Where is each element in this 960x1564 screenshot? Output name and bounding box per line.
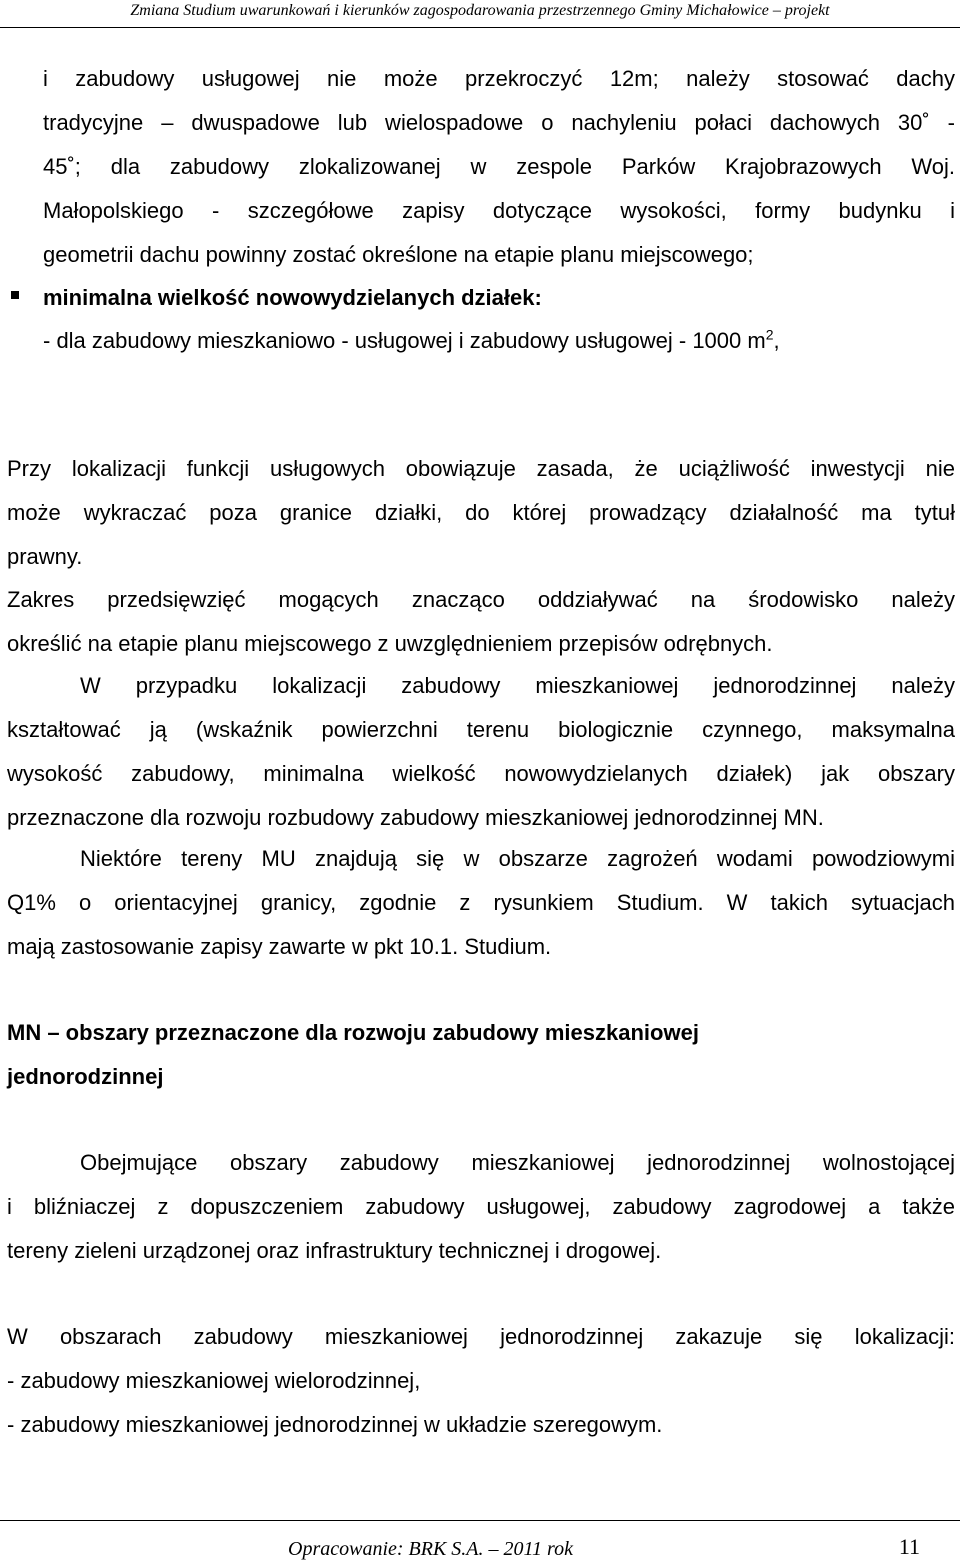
footer-credit: Opracowanie: BRK S.A. – 2011 rok — [288, 1538, 573, 1560]
intro-line: geometrii dachu powinny zostać określone na etapie planu miejscowego; — [43, 242, 754, 267]
bullet-item — [8, 276, 948, 320]
list-item: - zabudowy mieszkaniowej jednorodzinnej w układzie szeregowym. — [7, 1412, 663, 1437]
bullet-detail-text: - dla zabudowy mieszkaniowo - usługowej i zabudowy usługowej - 1000 m — [43, 328, 766, 353]
paragraph-flood — [7, 837, 955, 969]
paragraph-line: określić na etapie planu miejscowego z uwzględnieniem przepisów odrębnych. — [7, 631, 773, 656]
list-item: - zabudowy mieszkaniowej wielorodzinnej, — [7, 1368, 421, 1393]
section-paragraph-scope — [7, 1141, 955, 1273]
paragraph-housing — [7, 664, 955, 840]
paragraph-line: Q1% o orientacyjnej granicy, zgodnie z rysunkiem Studium. W takich sytuacjach — [7, 890, 955, 915]
footer-divider — [0, 1520, 960, 1521]
square-bullet-icon — [11, 291, 19, 299]
bullet-detail — [43, 319, 955, 363]
page-number: 11 — [898, 1534, 920, 1559]
paragraph-line: kształtować ją (wskaźnik powierzchni terenu biologicznie czynnego, maksymalna — [7, 717, 955, 742]
intro-line: i zabudowy usługowej nie może przekroczyć 12m; należy stosować dachy — [43, 66, 955, 91]
paragraph-line: W przypadku lokalizacji zabudowy mieszkaniowej jednorodzinnej należy — [80, 673, 955, 698]
paragraph-line: Przy lokalizacji funkcji usługowych obowiązuje zasada, że uciążliwość inwestycji nie — [7, 456, 955, 481]
paragraph-line: W obszarach zabudowy mieszkaniowej jednorodzinnej zakazuje się lokalizacji: — [7, 1324, 955, 1349]
intro-line: 45˚; dla zabudowy zlokalizowanej w zespole Parków Krajobrazowych Woj. — [43, 154, 955, 179]
section-paragraph-prohibitions — [7, 1315, 955, 1447]
running-header: Zmiana Studium uwarunkowań i kierunków zagospodarowania przestrzennego Gminy Michałowice – projekt — [130, 2, 830, 19]
header-divider — [0, 27, 960, 28]
paragraph-line: mają zastosowanie zapisy zawarte w pkt 10.1. Studium. — [7, 934, 552, 959]
heading-line: MN – obszary przeznaczone dla rozwoju zabudowy mieszkaniowej — [7, 1020, 699, 1045]
paragraph-line: Niektóre tereny MU znajdują się w obszarze zagrożeń wodami powodziowymi — [80, 846, 955, 871]
paragraph-line: tereny zieleni urządzonej oraz infrastruktury technicznej i drogowej. — [7, 1238, 662, 1263]
bullet-detail-end: , — [773, 328, 780, 353]
paragraph-line: Obejmujące obszary zabudowy mieszkaniowej jednorodzinnej wolnostojącej — [80, 1150, 955, 1175]
intro-paragraph — [43, 57, 955, 277]
paragraph-line: prawny. — [7, 544, 83, 569]
paragraph-nuisance — [7, 447, 955, 579]
bullet-label: minimalna wielkość nowowydzielanych działek: — [43, 285, 542, 310]
intro-line: Małopolskiego - szczegółowe zapisy dotyczące wysokości, formy budynku i — [43, 198, 955, 223]
section-heading — [7, 1011, 955, 1099]
paragraph-line: Zakres przedsięwzięć mogących znacząco oddziaływać na środowisko należy — [7, 587, 955, 612]
paragraph-environment — [7, 578, 955, 666]
paragraph-line: i bliźniaczej z dopuszczeniem zabudowy usługowej, zabudowy zagrodowej a także — [7, 1194, 955, 1219]
intro-line: tradycyjne – dwuspadowe lub wielospadowe o nachyleniu połaci dachowych 30˚ - — [43, 110, 955, 135]
paragraph-line: wysokość zabudowy, minimalna wielkość nowowydzielanych działek) jak obszary — [7, 761, 955, 786]
superscript: 2 — [765, 326, 774, 343]
paragraph-line: przeznaczone dla rozwoju rozbudowy zabudowy mieszkaniowej jednorodzinnej MN. — [7, 805, 824, 830]
heading-line: jednorodzinnej — [7, 1064, 164, 1089]
paragraph-line: może wykraczać poza granice działki, do której prowadzący działalność ma tytuł — [7, 500, 955, 525]
